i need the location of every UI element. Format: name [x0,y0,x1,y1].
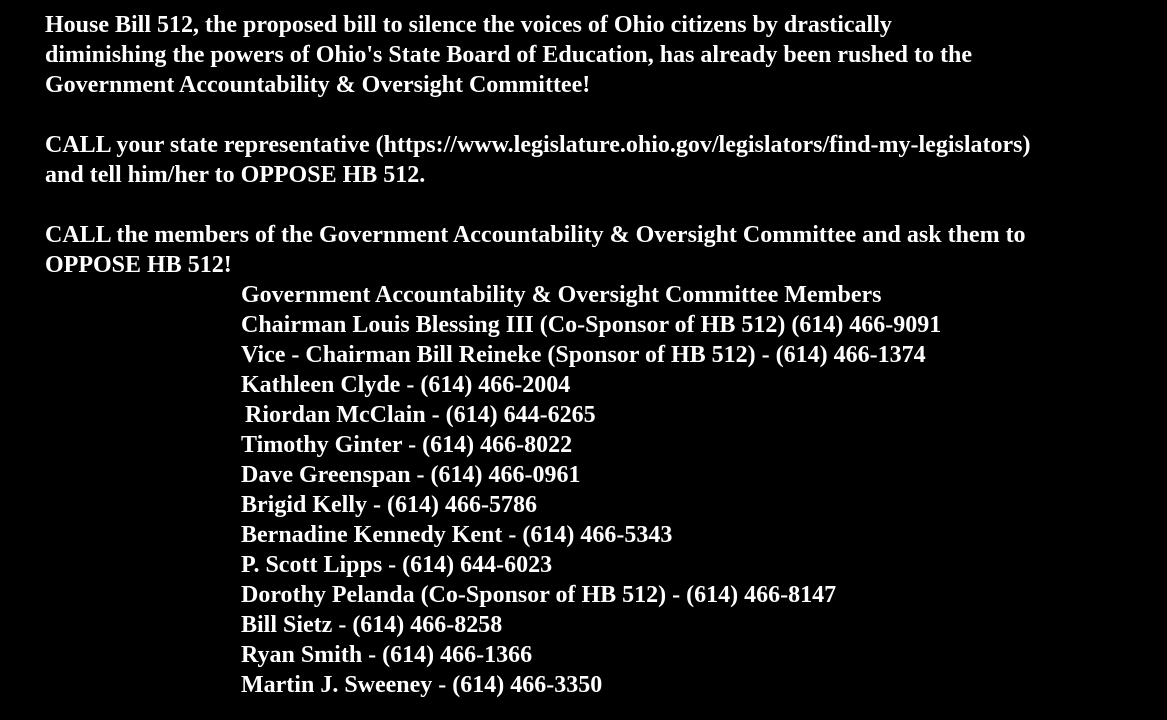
committee-member: Martin J. Sweeney - (614) 466-3350 [241,672,603,698]
committee-member: Kathleen Clyde - (614) 466-2004 [241,372,571,398]
paragraph-spacer [45,100,1160,130]
committee-member: Timothy Ginter - (614) 466-8022 [241,432,573,458]
committee-member: Dorothy Pelanda (Co-Sponsor of HB 512) - (614) 466-8147 [241,582,837,608]
committee-member: Dave Greenspan - (614) 466-0961 [241,462,581,488]
committee-member: Ryan Smith - (614) 466-1366 [241,642,533,668]
committee-member: P. Scott Lipps - (614) 644-6023 [241,552,553,578]
committee-member: Riordan McClain - (614) 644-6265 [245,402,596,428]
committee-member: Bernadine Kennedy Kent - (614) 466-5343 [241,522,673,548]
committee-members-list [241,280,1141,700]
call-committee-line: OPPOSE HB 512! [45,252,232,278]
intro-line: Government Accountability & Oversight Committee! [45,72,591,98]
committee-member: Chairman Louis Blessing III (Co-Sponsor of HB 512) (614) 466-9091 [241,312,942,338]
call-rep-line: and tell him/her to OPPOSE HB 512. [45,162,426,188]
committee-member: Brigid Kelly - (614) 466-5786 [241,492,537,518]
committee-member: Bill Sietz - (614) 466-8258 [241,612,503,638]
committee-member: Vice - Chairman Bill Reineke (Sponsor of HB 512) - (614) 466-1374 [241,342,926,368]
committee-heading: Government Accountability & Oversight Committee Members [241,282,882,308]
intro-paragraph [45,10,1160,100]
intro-line: House Bill 512, the proposed bill to silence the voices of Ohio citizens by drastically [45,12,892,38]
call-representative-paragraph [45,130,1160,190]
document-body [45,10,1160,280]
paragraph-spacer [45,190,1160,220]
call-committee-paragraph [45,220,1160,280]
call-committee-line: CALL the members of the Government Accountability & Oversight Committee and ask them to [45,222,1026,248]
intro-line: diminishing the powers of Ohio's State Board of Education, has already been rushed to the [45,42,972,68]
call-rep-line: CALL your state representative (https://www.legislature.ohio.gov/legislators/find-my-legislators) [45,132,1031,158]
